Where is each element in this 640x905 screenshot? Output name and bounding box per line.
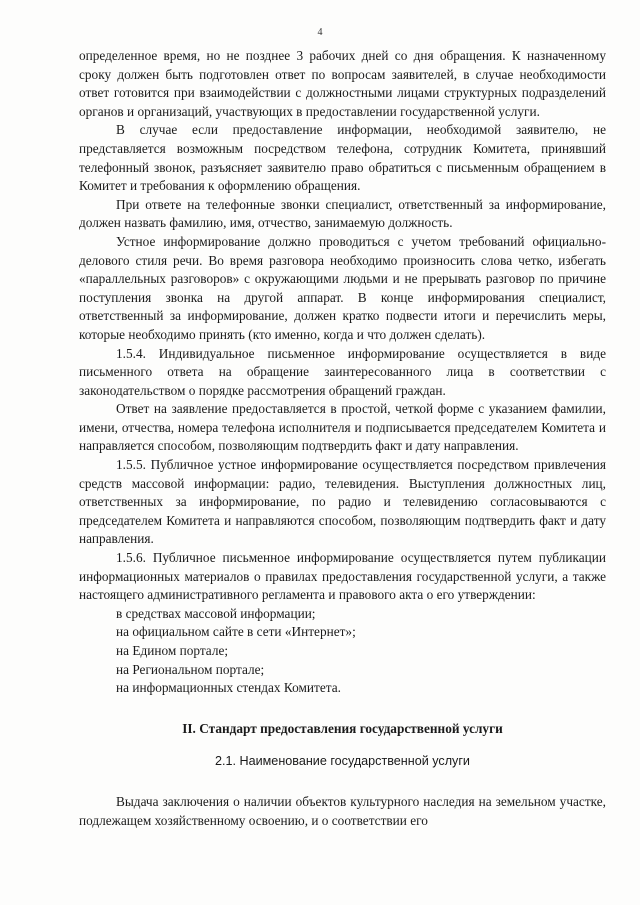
paragraph-answer-form: Ответ на заявление предоставляется в простой, четкой форме с указанием фамилии, имени, отчества, номера телефона исполнителя и подписывается председателем Комитета и направляется способом, позволяющим подтвердить факт и дату направления. xyxy=(79,401,606,454)
list-item: на информационных стендах Комитета. xyxy=(116,680,341,696)
paragraph-1-5-6: 1.5.6. Публичное письменное информирование осуществляется путем публикации информационных материалов о правилах предоставления государственной услуги, а также настоящего административного регламента и правового акта о его утверждении: xyxy=(79,550,606,603)
section-heading: II. Стандарт предоставления государственной услуги xyxy=(182,720,503,736)
list-item: в средствах массовой информации; xyxy=(116,605,316,621)
list-item: на официальном сайте в сети «Интернет»; xyxy=(116,624,356,640)
paragraph-oral-informing: Устное информирование должно проводиться с учетом требований официально-делового стиля речи. Во время разговора необходимо произносить слова четко, избегать «параллельных разговоров» с окружающими людьми и не прерывать разговор по причине поступления звонка на другой аппарат. В конце информирования специалист, ответственный за информирование, должен кратко подвести итоги и перечислить меры, которые необходимо принять (кто именно, когда и что должен сделать). xyxy=(79,233,606,342)
paragraph-service-name: Выдача заключения о наличии объектов культурного наследия на земельном участке, подлежащем хозяйственному освоению, и о соответствии его xyxy=(79,793,606,828)
paragraph-phone-answer: При ответе на телефонные звонки специалист, ответственный за информирование, должен назвать фамилию, имя, отчество, занимаемую должность. xyxy=(79,196,606,231)
paragraph-1-5-5: 1.5.5. Публичное устное информирование осуществляется посредством привлечения средств массовой информации: радио, телевидения. Выступления должностных лиц, ответственных за информирование, по радио и телевидению согласовываются с председателем Комитета и направляются способом, позволяющим подтвердить факт и дату направления. xyxy=(79,457,606,547)
paragraph-phone-impossible: В случае если предоставление информации, необходимой заявителю, не представляется возможным посредством телефона, сотрудник Комитета, принявший телефонный звонок, разъясняет заявителю право обратиться с письменным обращением в Комитет и требования к оформлению обращения. xyxy=(79,122,606,194)
document-body xyxy=(79,47,606,830)
paragraph-1-5-4: 1.5.4. Индивидуальное письменное информирование осуществляется в виде письменного ответа на обращение заинтересованного лица в соответствии с законодательством о порядке рассмотрения обращений граждан. xyxy=(79,345,606,398)
list-item: на Едином портале; xyxy=(116,643,229,658)
subsection-heading: 2.1. Наименование государственной услуги xyxy=(215,754,470,769)
page-number: 4 xyxy=(317,27,323,38)
list-item: на Региональном портале; xyxy=(116,661,265,677)
paragraph-continuation: определенное время, но не позднее 3 рабочих дней со дня обращения. К назначенному сроку должен быть подготовлен ответ по вопросам заявителей, в случае необходимости ответ готовится при взаимодействии с должностными лицами структурных подразделений органов и организаций, участвующих в предоставлении государственной услуги. xyxy=(79,48,606,119)
